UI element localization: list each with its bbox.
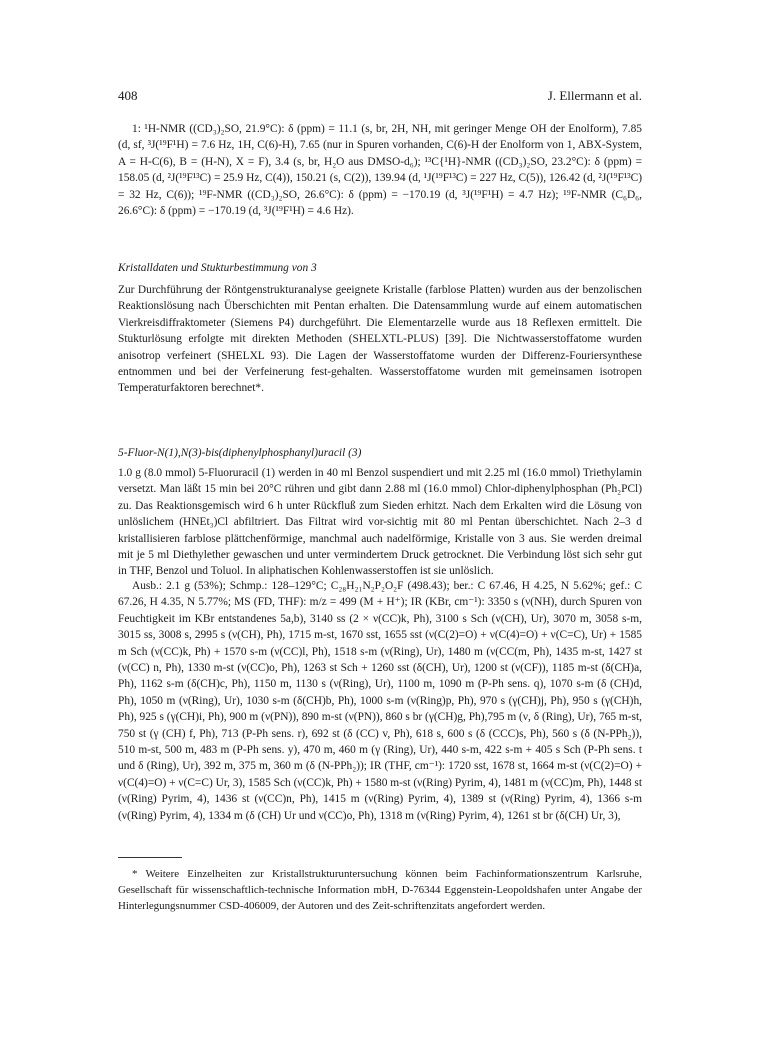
synthesis-paragraph: 1.0 g (8.0 mmol) 5-Fluoruracil (1) werden in 40 ml Benzol suspendiert und mit 2.25 ml (16.0 mmol) Triethylamin versetzt. Man läßt 15 min bei 20°C rühren und gibt dann 2.88 ml (16.0 mmol) Chlor-diphenylphosphan (Ph₂PCl) zu. Das Reaktionsgemisch wird 6 h unter Rückfluß zum Sieden erhitzt. Nach dem Erkalten wird die Lösung von unlöslichem (HNEt₃)Cl abfiltriert. Das Filtrat wird vor-sichtig mit 80 ml Pentan überschichtet. Nach 2–3 d kristallisieren farblose plättchenförmige, manchmal auch nadelförmige, Kristalle von 3 aus. Sie werden dreimal mit je 5 ml Diethylether gewaschen und unter vermindertem Druck getrocknet. Die Verbindung löst sich sehr gut in THF, Benzol und Toluol. In aliphatischen Kohlenwasserstoffen ist sie unlöslich.: [118, 467, 642, 578]
running-title: J. Ellermann et al.: [547, 88, 642, 103]
synthesis-heading: 5-Fluor-N(1),N(3)-bis(diphenylphosphanyl)uracil (3): [118, 447, 362, 459]
page-header: [118, 88, 642, 104]
page-number: 408: [118, 88, 138, 103]
footnote-rule: [118, 857, 182, 858]
analysis-paragraph: Ausb.: 2.1 g (53%); Schmp.: 128–129°C; C₂₈H₂₁N₂P₂O₂F (498.43); ber.: C 67.46, H 4.25, N 5.62%; gef.: C 67.26, H 4.35, N 5.77%; MS (FD, THF): m/z = 499 (M + H⁺); IR (KBr, cm⁻¹): 3350 s (ν(NH), durch Spuren von Feuchtigkeit im KBr entstandenes 5a,b), 3140 ss (2 × ν(CC)k, Ph), 3100 s Sch (ν(CH), Ur), 3070 m, 3058 s-m, 3015 ss, 3008 s, 2995 s (ν(CH), Ph), 1715 m-st, 1670 sst, 1655 sst (ν(C(2)=O) + ν(C(4)=O) + ν(C=C), Ur) + 1585 m Sch (ν(CC)k, Ph) + 1570 s-m (ν(CC)l, Ph), 1518 s-m (ν(Ring), Ur), 1480 m (ν(CC(m, Ph), 1435 m-st, 1427 st (ν(CC) n, Ph), 1330 m-st (ν(CC)o, Ph), 1263 st Sch + 1260 sst (δ(CH), Ur), 1200 st (ν(CF)), 1185 m-st (δ(CH)a, Ph), 1162 s-m (δ(CH)c, Ph), 1150 m, 1130 s (ν(Ring), Ur), 1100 m, 1090 m (P-Ph sens. q), 1070 s-m (δ (CH)d, Ph), 1050 m (ν(Ring), Ur), 1030 s-m (δ(CH)b, Ph), 1000 s-m (ν(Ring)p, Ph), 970 s (γ(CH)j, Ph), 950 s (γ(CH)h, Ph), 925 s (γ(CH)i, Ph), 900 m (ν(PN)), 890 m-st (ν(PN)), 860 s br (γ(CH)g, Ph),795 m (ν, δ (Ring), Ur), 765 m-st, 750 st (γ (CH) f, Ph), 713 (P-Ph sens. r), 692 st (δ (CC) v, Ph), 618 s, 600 s (δ (CCC)s, Ph), 560 s (δ (N-PPh₂)), 510 m-st, 500 m, 483 m (P-Ph sens. y), 470 m, 460 m (γ (Ring), Ur), 440 s-m, 422 s-m + 405 s Sch (P-Ph sens. t und δ (Ring), Ur), 392 m, 375 m, 360 m (δ (N-PPh₂)); IR (THF, cm⁻¹): 1720 sst, 1678 st, 1664 m-st (ν(C(2)=O) + ν(C(4)=O) + ν(C=C) Ur, 3), 1585 Sch (ν(CC)k, Ph) + 1580 m-st (ν(Ring) Pyrim, 4), 1481 m (ν(CC)m, Ph), 1448 st (ν(Ring) Pyrim, 4), 1436 st (ν(CC)n, Ph), 1415 m (ν(Ring) Pyrim, 4), 1389 st (ν(Ring) Pyrim, 4), 1366 s-m (ν(Ring) Pyrim, 4), 1334 m (δ (CH) Ur und ν(CC)o, Ph), 1318 m (ν(Ring) Pyrim, 4), 1261 st br (δ(CH) Ur, 3),: [118, 580, 642, 822]
footnote-text: * Weitere Einzelheiten zur Kristallstrukturuntersuchung können beim Fachinformationszentrum Karlsruhe, Gesellschaft für wissenschaftlich-technische Information mbH, D-76344 Eggenstein-Leopoldshafen unter Angabe der Hinterlegungsnummer CSD-406009, der Autoren und des Zeit-schriftenzitats angefordert werden.: [118, 868, 642, 912]
synthesis-block: [118, 465, 642, 580]
crystal-section-block: [118, 282, 642, 397]
crystal-paragraph: Zur Durchführung der Röntgenstrukturanalyse geeignete Kristalle (farblose Platten) wurden aus der benzolischen Reaktionslösung nach Überschichten mit Pentan erhalten. Die Datensammlung wurde auf einem automatischen Vierkreisdiffraktometer (Siemens P4) durchgeführt. Die Elementarzelle wurde aus 18 Reflexen ermittelt. Die Stukturlösung erfolgte mit direkten Methoden (SHELXTL-PLUS) [39]. Die Nichtwasserstoffatome wurden anisotrop verfeinert (SHELXL 93). Die Lagen der Wasserstoffatome wurden der Differenz-Fouriersynthese entnommen und bei der Verfeinerung fest-gehalten. Wasserstoffatome wurden mit gemeinsamen isotropen Temperaturfaktoren berechnet*.: [118, 284, 642, 395]
footnote-block: [118, 866, 642, 914]
crystal-section-heading-block: [118, 260, 642, 276]
synthesis-heading-block: [118, 445, 642, 461]
nmr-paragraph: 1: ¹H-NMR ((CD₃)₂SO, 21.9°C): δ (ppm) = 11.1 (s, br, 2H, NH, mit geringer Menge OH der Enolform), 7.85 (d, sf, ³J(¹⁹F¹H) = 7.6 Hz, 1H, C(6)-H), 7.65 (nur in Spuren vorhanden, C(6)-H der Enolform von 1, ABX-System, A = H-C(6), B = (H-N), X = F), 3.4 (s, br, H₂O aus DMSO-d₆); ¹³C{¹H}-NMR ((CD₃)₂SO, 23.2°C): δ (ppm) = 158.05 (d, ²J(¹⁹F¹³C) = 25.9 Hz, C(4)), 150.21 (s, C(2)), 139.94 (d, ¹J(¹⁹F¹³C) = 227 Hz, C(5)), 126.42 (d, ²J(¹⁹F¹³C) = 32 Hz, C(6)); ¹⁹F-NMR ((CD₃)₂SO, 26.6°C): δ (ppm) = −170.19 (d, ³J(¹⁹F¹H) = 4.7 Hz); ¹⁹F-NMR (C₆D₆, 26.6°C): δ (ppm) = −170.19 (d, ³J(¹⁹F¹H) = 4.6 Hz).: [118, 123, 642, 218]
nmr-data-block: [118, 121, 642, 219]
crystal-section-heading: Kristalldaten und Stukturbestimmung von 3: [118, 262, 317, 274]
analysis-block: [118, 578, 642, 824]
